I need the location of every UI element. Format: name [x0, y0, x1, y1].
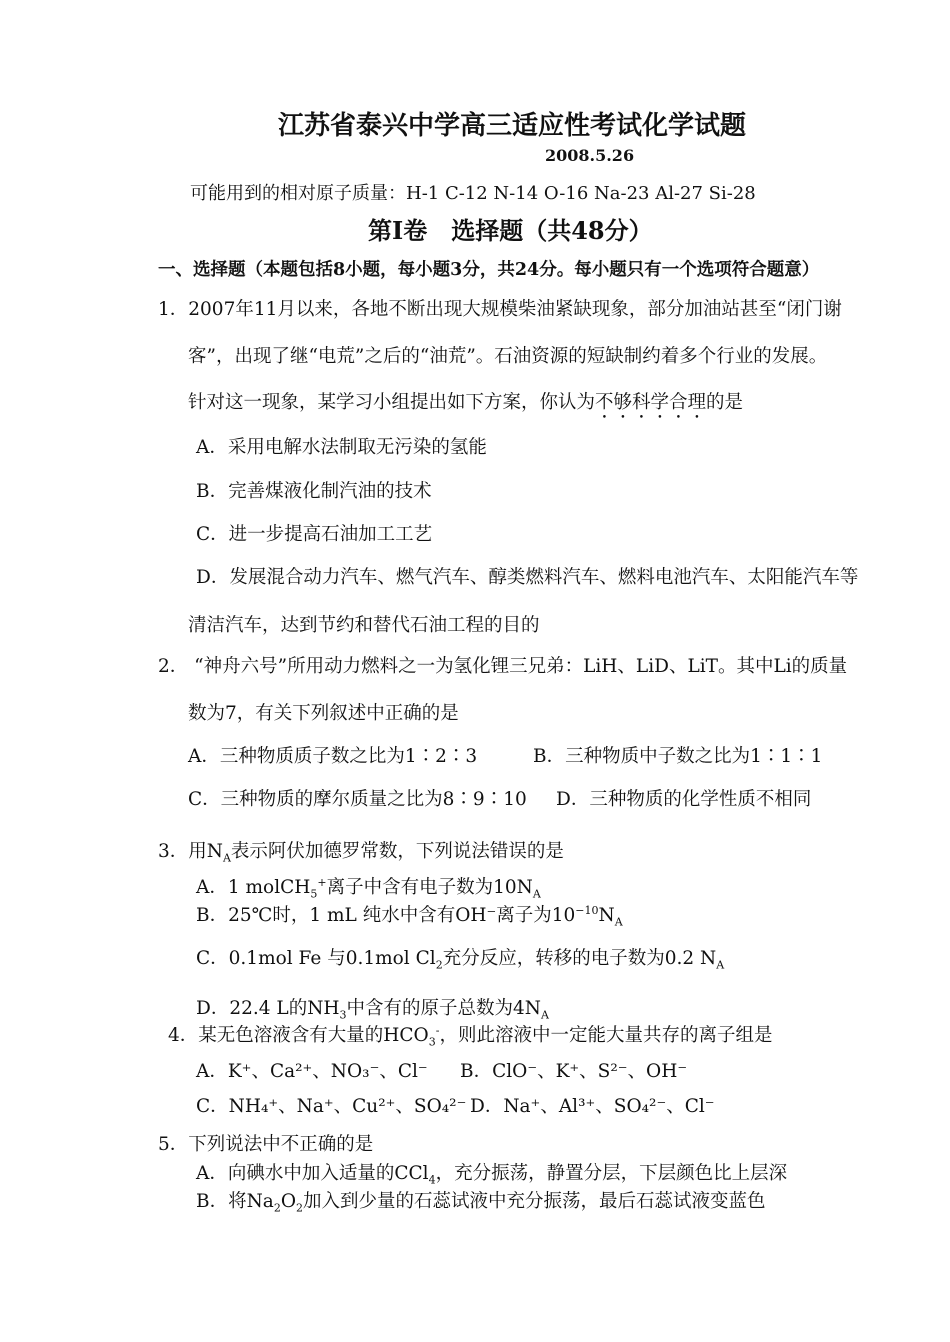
q5-b-post: 加入到少量的石蕊试液中充分振荡，最后石蕊试液变蓝色	[302, 1191, 766, 1212]
q1-option-d: D．发展混合动力汽车、燃气汽车、醇类燃料汽车、燃料电池汽车、太阳能汽车等	[196, 567, 859, 588]
q3-stem	[158, 840, 564, 864]
q5-option-a	[196, 1162, 787, 1186]
q1-option-c: C．进一步提高石油加工工艺	[196, 524, 433, 545]
q3-option-c	[196, 947, 724, 971]
q4-stem-post: ，则此溶液中一定能大量共存的离子组是	[439, 1025, 773, 1046]
q5-b-sub1: 2	[273, 1201, 281, 1215]
q5-a-sub: 4	[428, 1173, 436, 1187]
q3-a-sub: 5	[310, 887, 318, 901]
q3-option-b	[196, 904, 623, 928]
q3-d-pre: D．22.4 L的NH	[196, 998, 340, 1019]
atomic-masses: 可能用到的相对原子质量：H-1 C-12 N-14 O-16 Na-23 Al-27 Si-28	[190, 183, 756, 204]
q3-a-na: A	[532, 887, 541, 901]
q1-line1: 1．2007年11月以来，各地不断出现大规模柴油紧缺现象，部分加油站甚至“闭门谢	[158, 299, 842, 320]
q5-a-post: ，充分振荡，静置分层，下层颜色比上层深	[435, 1163, 788, 1184]
q3-option-a	[196, 876, 541, 900]
q3-stem-post: 表示阿伏加德罗常数，下列说法错误的是	[230, 841, 564, 862]
q5-stem: 5．下列说法中不正确的是	[158, 1134, 374, 1155]
q1-option-d-cont: 清洁汽车，达到节约和替代石油工程的目的	[188, 615, 540, 636]
section-title: 第Ⅰ卷 选择题（共48分）	[368, 216, 653, 245]
q3-stem-pre: 3．用N	[158, 841, 223, 862]
q1-line3	[188, 391, 743, 423]
q3-d-na: A	[540, 1008, 549, 1022]
q4-stem	[168, 1024, 772, 1048]
q4-option-c: C．NH₄⁺、Na⁺、Cu²⁺、SO₄²⁻	[196, 1096, 467, 1117]
q4-option-b: B．ClO⁻、K⁺、S²⁻、OH⁻	[460, 1061, 688, 1082]
q5-b-pre: B．将Na	[196, 1191, 274, 1212]
q2-line2: 数为7，有关下列叙述中正确的是	[188, 703, 459, 724]
q2-line1: 2． “神舟六号”所用动力燃料之一为氢化锂三兄弟：LiH、LiD、LiT。其中Li的质量	[158, 656, 848, 677]
q1-line2: 客”，出现了继“电荒”之后的“油荒”。石油资源的短缺制约着多个行业的发展。	[188, 346, 828, 367]
q4-stem-sub: 3	[428, 1035, 436, 1049]
q3-b-post: N	[598, 905, 615, 926]
q5-b-mid: O	[280, 1191, 296, 1212]
q3-d-sub: 3	[339, 1008, 347, 1022]
q2-option-a: A．三种物质质子数之比为1∶2∶3	[188, 746, 478, 767]
q3-option-d	[196, 997, 549, 1021]
q3-a-sup: +	[317, 875, 327, 889]
q5-a-pre: A．向碘水中加入适量的CCl	[196, 1163, 429, 1184]
q2-option-d: D．三种物质的化学性质不相同	[556, 789, 812, 810]
q5-b-sub2: 2	[295, 1201, 303, 1215]
q3-c-pre: C．0.1mol Fe 与0.1mol Cl	[196, 948, 436, 969]
q4-option-d: D．Na⁺、Al³⁺、SO₄²⁻、Cl⁻	[470, 1096, 715, 1117]
q2-option-b: B．三种物质中子数之比为1∶1∶1	[533, 746, 823, 767]
q3-b-sup: −10	[575, 903, 599, 917]
q4-stem-sup: -	[435, 1023, 440, 1037]
q5-option-b	[196, 1190, 766, 1214]
q3-d-post: 中含有的原子总数为4N	[346, 998, 541, 1019]
q4-stem-pre: 4．某无色溶液含有大量的HCO	[168, 1025, 429, 1046]
q3-b-na: A	[614, 915, 623, 929]
q3-a-post: 离子中含有电子数为10N	[326, 877, 533, 898]
q1-line3-suffix: 的是	[706, 392, 744, 413]
q4-option-a: A．K⁺、Ca²⁺、NO₃⁻、Cl⁻	[196, 1061, 428, 1082]
page-title: 江苏省泰兴中学高三适应性考试化学试题	[278, 111, 747, 141]
q3-a-pre: A．1 molCH	[196, 877, 311, 898]
q3-stem-sub: A	[222, 851, 231, 865]
q1-option-b: B．完善煤液化制汽油的技术	[196, 481, 432, 502]
q1-emphasis: 不够科学合理	[595, 392, 707, 413]
q1-option-a: A．采用电解水法制取无污染的氢能	[196, 437, 487, 458]
q3-c-na: A	[716, 958, 725, 972]
q3-c-post: 充分反应，转移的电子数为0.2 N	[442, 948, 717, 969]
q2-option-c: C．三种物质的摩尔质量之比为8∶9∶10	[188, 789, 527, 810]
q3-b-pre: B．25℃时，1 mL 纯水中含有OH⁻离子为10	[196, 905, 576, 926]
part-heading: 一、选择题（本题包括8小题，每小题3分，共24分。每小题只有一个选项符合题意）	[158, 260, 820, 280]
exam-date: 2008.5.26	[545, 146, 635, 165]
q3-c-sub: 2	[435, 958, 443, 972]
q1-line3-prefix: 针对这一现象，某学习小组提出如下方案，你认为	[188, 392, 596, 413]
